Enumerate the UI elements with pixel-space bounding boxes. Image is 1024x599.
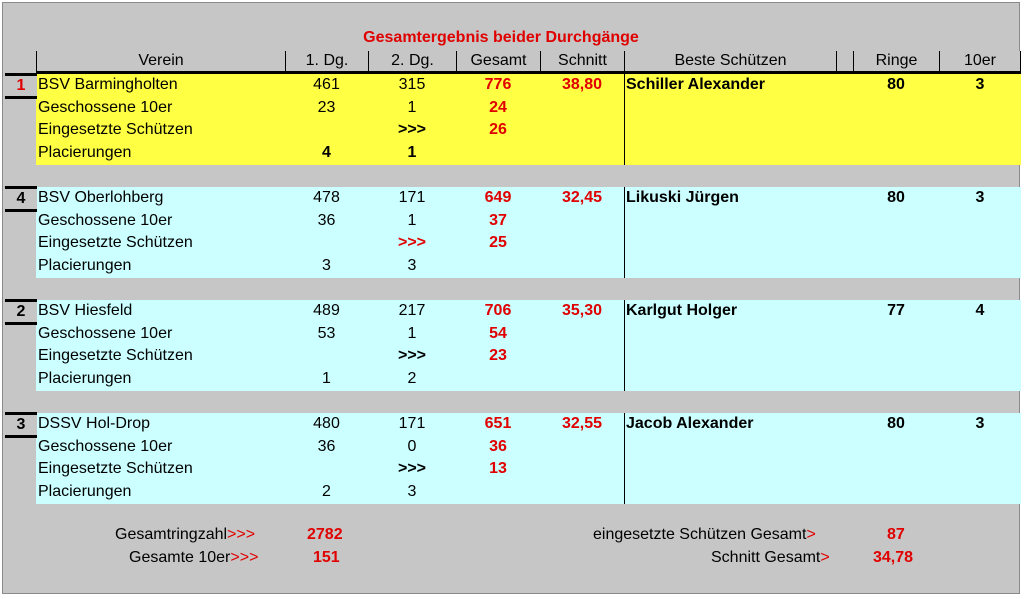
best-shooter[interactable]: Karlgut Holger	[626, 302, 738, 319]
column-divider	[624, 300, 625, 391]
best-shooter[interactable]: Likuski Jürgen	[626, 189, 739, 206]
club-block	[36, 300, 1021, 391]
footer-total-tens-label: Gesamte 10er>>>	[129, 549, 259, 566]
club-average[interactable]: 38,80	[561, 76, 603, 93]
placement-dg1[interactable]: 3	[322, 257, 331, 275]
best-shooter-rings[interactable]: 77	[887, 302, 905, 319]
tens-dg1[interactable]: 36	[317, 437, 336, 455]
col-header-spacer[interactable]	[836, 51, 853, 71]
rank-badge[interactable]: 4	[5, 186, 37, 212]
shooters-arrow[interactable]: >>>	[397, 460, 427, 478]
tens-label[interactable]: Geschossene 10er	[38, 98, 173, 116]
tens-label[interactable]: Geschossene 10er	[38, 324, 173, 342]
club-dg1[interactable]: 489	[313, 302, 340, 319]
shooters-arrow[interactable]: >>>	[397, 121, 427, 139]
placement-dg2[interactable]: 3	[407, 257, 417, 275]
column-divider	[624, 74, 625, 165]
club-total[interactable]: 706	[484, 302, 512, 319]
club-total[interactable]: 649	[484, 189, 512, 206]
placement-label[interactable]: Placierungen	[38, 144, 132, 162]
tens-dg2[interactable]: 0	[407, 437, 417, 455]
shooters-total[interactable]: 26	[489, 121, 507, 139]
col-header-dg1[interactable]: 1. Dg.	[285, 51, 368, 71]
placement-dg1[interactable]: 4	[322, 144, 331, 162]
club-block	[36, 413, 1021, 504]
rank-badge[interactable]: 1	[5, 73, 37, 99]
club-dg1[interactable]: 478	[313, 189, 340, 206]
best-shooter[interactable]: Jacob Alexander	[626, 415, 754, 432]
club-block	[36, 187, 1021, 278]
col-header-beste-schuetzen[interactable]: Beste Schützen	[624, 51, 836, 71]
club-dg1[interactable]: 480	[313, 415, 340, 432]
spreadsheet	[2, 2, 1020, 594]
footer-shooters-total-value: 87	[887, 526, 905, 543]
footer-arrow: >	[820, 549, 830, 566]
shooters-arrow[interactable]: >>>	[397, 234, 427, 252]
club-dg2[interactable]: 315	[398, 76, 426, 93]
club-name[interactable]: DSSV Hol-Drop	[38, 415, 151, 432]
placement-dg2[interactable]: 2	[407, 370, 417, 388]
placement-dg1[interactable]: 2	[322, 483, 331, 501]
shooters-total[interactable]: 13	[489, 460, 507, 478]
placement-dg2[interactable]: 3	[407, 483, 417, 501]
placement-label[interactable]: Placierungen	[38, 257, 132, 275]
club-name[interactable]: BSV Hiesfeld	[38, 302, 133, 319]
best-shooter[interactable]: Schiller Alexander	[626, 76, 766, 93]
col-header-10er[interactable]: 10er	[939, 51, 1021, 71]
footer-total-tens-value: 151	[313, 549, 340, 566]
best-shooter-tens[interactable]: 3	[975, 189, 985, 206]
column-divider	[624, 187, 625, 278]
tens-dg1[interactable]: 53	[317, 324, 336, 342]
col-header-dg2[interactable]: 2. Dg.	[368, 51, 456, 71]
column-divider	[624, 413, 625, 504]
shooters-label[interactable]: Eingesetzte Schützen	[38, 347, 193, 365]
tens-total[interactable]: 54	[489, 324, 507, 342]
placement-dg2[interactable]: 1	[407, 144, 417, 162]
shooters-label[interactable]: Eingesetzte Schützen	[38, 460, 193, 478]
sheet-title: Gesamtergebnis beider Durchgänge	[363, 29, 639, 46]
club-total[interactable]: 776	[484, 76, 512, 93]
club-average[interactable]: 32,55	[561, 415, 603, 432]
club-dg2[interactable]: 217	[398, 302, 426, 319]
tens-total[interactable]: 36	[489, 437, 507, 455]
footer-arrow: >>>	[230, 549, 259, 566]
col-header-verein[interactable]: Verein	[36, 51, 285, 71]
tens-label[interactable]: Geschossene 10er	[38, 437, 173, 455]
footer-shooters-total-label: eingesetzte Schützen Gesamt>	[593, 526, 816, 543]
best-shooter-tens[interactable]: 3	[975, 76, 985, 93]
col-header-gesamt[interactable]: Gesamt	[456, 51, 540, 71]
placement-label[interactable]: Placierungen	[38, 483, 132, 501]
club-average[interactable]: 35,30	[561, 302, 603, 319]
club-dg1[interactable]: 461	[313, 76, 340, 93]
best-shooter-rings[interactable]: 80	[887, 189, 905, 206]
club-name[interactable]: BSV Barmingholten	[38, 76, 178, 93]
tens-total[interactable]: 24	[489, 98, 507, 116]
club-dg2[interactable]: 171	[398, 189, 426, 206]
col-header-ringe[interactable]: Ringe	[853, 51, 939, 71]
shooters-label[interactable]: Eingesetzte Schützen	[38, 234, 193, 252]
tens-label[interactable]: Geschossene 10er	[38, 211, 173, 229]
footer-avg-total-value: 34,78	[873, 549, 914, 566]
rank-badge[interactable]: 2	[5, 299, 37, 325]
club-total[interactable]: 651	[484, 415, 512, 432]
best-shooter-tens[interactable]: 4	[975, 302, 985, 319]
col-header-schnitt[interactable]: Schnitt	[540, 51, 624, 71]
tens-dg2[interactable]: 1	[407, 98, 417, 116]
placement-dg1[interactable]: 1	[322, 370, 331, 388]
club-average[interactable]: 32,45	[561, 189, 603, 206]
shooters-label[interactable]: Eingesetzte Schützen	[38, 121, 193, 139]
club-dg2[interactable]: 171	[398, 415, 426, 432]
shooters-total[interactable]: 25	[489, 234, 507, 252]
tens-dg2[interactable]: 1	[407, 211, 417, 229]
footer-avg-total-label: Schnitt Gesamt>	[711, 549, 830, 566]
best-shooter-rings[interactable]: 80	[887, 76, 905, 93]
club-name[interactable]: BSV Oberlohberg	[38, 189, 164, 206]
footer-arrow: >	[806, 526, 816, 543]
footer-total-rings-value: 2782	[307, 526, 343, 543]
rank-badge[interactable]: 3	[5, 412, 37, 438]
placement-label[interactable]: Placierungen	[38, 370, 132, 388]
best-shooter-tens[interactable]: 3	[975, 415, 985, 432]
best-shooter-rings[interactable]: 80	[887, 415, 905, 432]
footer-total-rings-label: Gesamtringzahl>>>	[115, 526, 256, 543]
tens-dg2[interactable]: 1	[407, 324, 417, 342]
shooters-total[interactable]: 23	[489, 347, 507, 365]
tens-dg1[interactable]: 36	[317, 211, 336, 229]
footer-arrow: >>>	[227, 526, 256, 543]
tens-dg1[interactable]: 23	[317, 98, 336, 116]
tens-total[interactable]: 37	[489, 211, 507, 229]
shooters-arrow[interactable]: >>>	[397, 347, 427, 365]
club-block	[36, 74, 1021, 165]
